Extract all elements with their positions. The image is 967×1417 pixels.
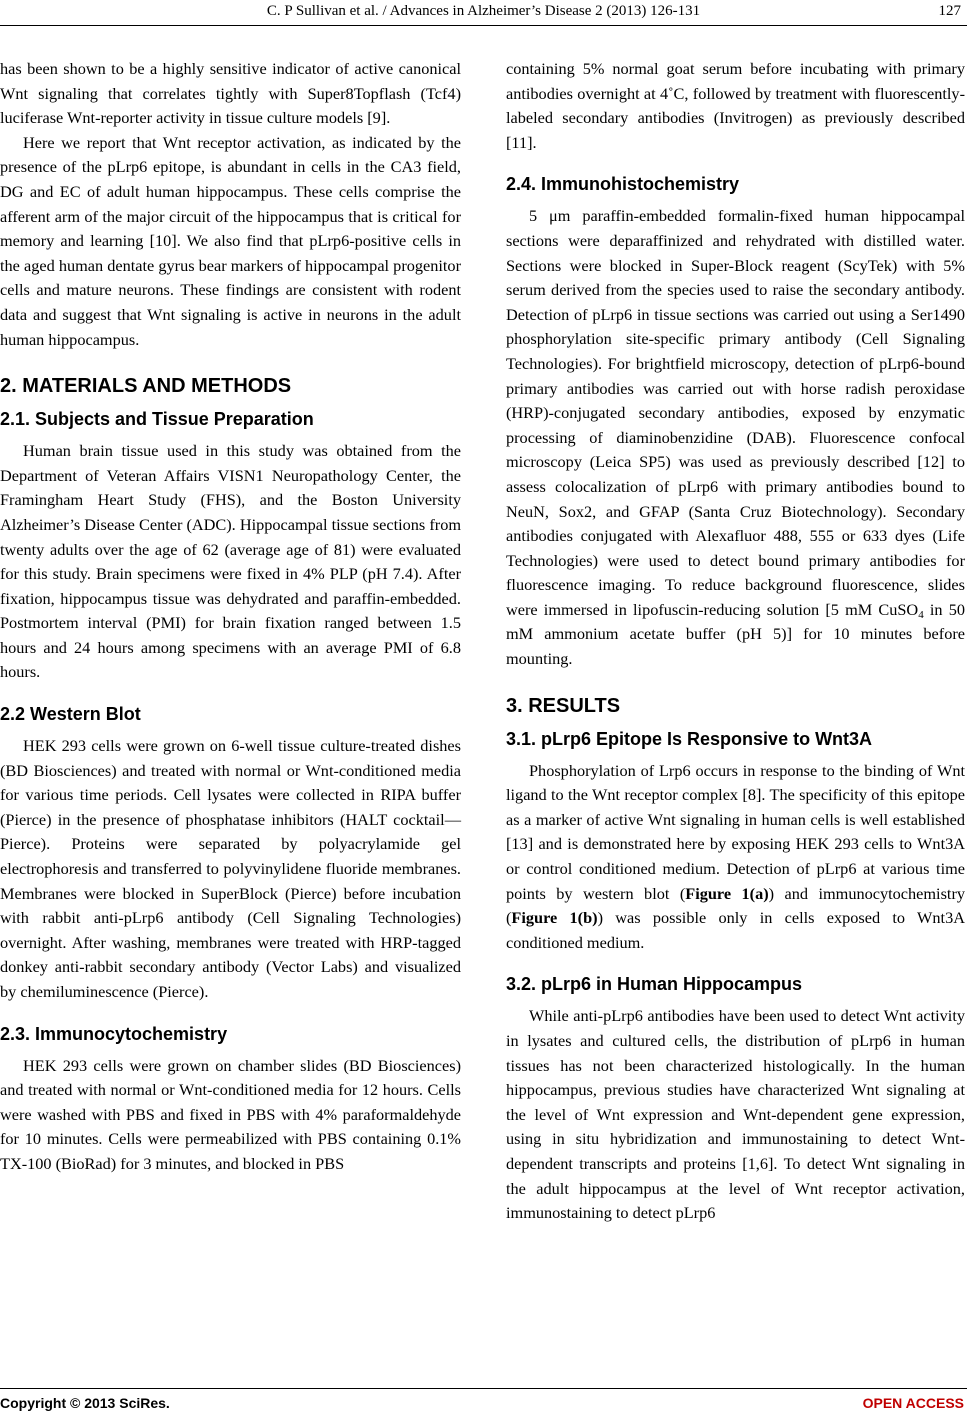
subsection-heading-2-1: 2.1. Subjects and Tissue Preparation — [0, 409, 314, 430]
page-footer — [0, 1395, 967, 1415]
left-column — [0, 57, 461, 1177]
subsection-heading-3-2: 3.2. pLrp6 in Human Hippocampus — [506, 974, 803, 995]
subsection-heading-3-1: 3.1. pLrp6 Epitope Is Responsive to Wnt3A — [506, 728, 873, 749]
footer-divider — [0, 1388, 967, 1389]
figure-1b-reference[interactable]: Figure 1(b) — [511, 908, 598, 928]
intro-report-paragraph: Here we report that Wnt receptor activation, as indicated by the presence of the pLrp6 epitope, is abundant in cells in the CA3 field, DG and EC of adult human hippocampus. These cells comprise the afferent arm of the major circuit of the hippocampus that is critical for memory and learning [10]. We also find that pLrp6-positive cells in the aged human dentate gyrus bear markers of hippocampal progenitor cells and mature neurons. These findings are consistent with rodent data and suggest that Wnt signaling is active in neurons in the adult human hippocampus. — [0, 132, 461, 349]
figure-1a-reference[interactable]: Figure 1(a) — [685, 883, 769, 903]
immunocytochemistry-paragraph: HEK 293 cells were grown on chamber slides (BD Biosciences) and treated with normal or Wnt-conditioned media for 12 hours. Cells were washed with PBS and fixed in PBS with 4% paraformaldehyde for 10 minutes. Cells were permeabilized with PBS containing 0.1% TX-100 (BioRad) for 3 minutes, and blocked in PBS — [0, 1055, 461, 1173]
immunohistochemistry-text-b: in 50 mM ammonium acetate buffer (pH 5)] for 10 minutes before mounting. — [506, 599, 965, 669]
right-column — [506, 57, 965, 1226]
subsection-heading-2-3: 2.3. Immunocytochemistry — [0, 1023, 228, 1044]
subsection-heading-2-2: 2.2 Western Blot — [0, 704, 141, 725]
subsection-heading-2-4: 2.4. Immunohistochemistry — [506, 174, 740, 195]
subjects-paragraph: Human brain tissue used in this study was obtained from the Department of Veteran Affairs VISN1 Neuropathology Center, the Framingham Heart Study (FHS), and the Boston University Alzheimer’s Disease Center (ADC). Hippocampal tissue sections from twenty adults over the age of 62 (average age of 81) were evaluated for this study. Brain specimens were fixed in 4% PLP (pH 7.4). After fixation, hippocampus tissue was dehydrated and paraffin-embedded. Postmortem interval (PMI) for brain fixation ranged between 1.5 hours and 24 hours among specimens with an average PMI of 6.8 hours. — [0, 441, 461, 682]
running-title: C. P Sullivan et al. / Advances in Alzheimer’s Disease 2 (2013) 126-131 — [266, 3, 701, 19]
page-number: 127 — [938, 3, 961, 19]
copyright-notice: Copyright © 2013 SciRes. — [0, 1395, 170, 1411]
immunocytochemistry-continuation-paragraph: containing 5% normal goat serum before incubating with primary antibodies overnight at 4˚C, followed by treatment with fluorescently-labeled secondary antibodies (Invitrogen) as previously described [11]. — [506, 59, 965, 152]
intro-continuation-paragraph: has been shown to be a highly sensitive indicator of active canonical Wnt signaling that correlates tightly with Super8Topflash (Tcf4) luciferase Wnt-reporter activity in tissue culture models [9]. — [0, 59, 461, 128]
wnt3a-text-c: ) was possible only in cells exposed to Wnt3A conditioned medium. — [506, 908, 965, 952]
running-header — [0, 3, 967, 25]
section-heading-results: 3. RESULTS — [506, 694, 621, 717]
open-access-label: OPEN ACCESS — [862, 1395, 964, 1411]
wnt3a-text-b: ) and immunocytochemistry ( — [506, 883, 966, 928]
wnt3a-paragraph — [506, 759, 965, 956]
immunohistochemistry-text-a: 5 μm paraffin-embedded formalin-fixed human hippocampal sections were deparaffinized and rehydrated with distilled water. Sections were blocked in Super-Block reagent (ScyTek) with 5% serum derived from the species used to raise the secondary antibody. Detection of pLrp6 in tissue sections was carried out using a Ser1490 phosphorylation site-specific primary antibody (Cell Signaling Technologies). For brightfield microscopy, detection of pLrp6-bound primary antibodies was carried out with horse radish peroxidase (HRP)-conjugated secondary antibodies, exposed by enzymatic processing of diaminobenzidine (DAB). Fluorescence confocal microscopy (Leica SP5) was used as previously described [12] to assess colocalization of pLrp6 with primary antibodies bound to NeuN, Sox2, and GFAP (Santa Cruz Biotechnology). Secondary antibodies conjugated with Alexafluor 488, 555 or 633 dyes (Life Technologies) were used to detect bound primary antibodies for fluorescence imaging. To reduce background fluorescence, slides were immersed in lipofuscin-reducing solution [5 mM CuSO — [506, 206, 965, 619]
section-heading-methods: 2. MATERIALS AND METHODS — [0, 375, 292, 398]
immunohistochemistry-paragraph — [506, 204, 965, 671]
western-blot-paragraph: HEK 293 cells were grown on 6-well tissue culture-treated dishes (BD Biosciences) and treated with normal or Wnt-conditioned media for various time periods. Cell lysates were collected in RIPA buffer (Pierce) in the presence of phosphatase inhibitors (HALT cocktail—Pierce). Proteins were separated by polyacrylamide gel electrophoresis and transferred to polyvinylidene fluoride membranes. Membranes were blocked in SuperBlock (Pierce) before incubation with rabbit anti-pLrp6 antibody (Cell Signaling Technologies) overnight. After washing, membranes were treated with HRP-tagged donkey anti-rabbit secondary antibody (Vector Labs) and visualized by chemiluminescence (Pierce). — [0, 736, 461, 1001]
cuso4-subscript: 4 — [918, 608, 924, 621]
wnt3a-text-a: Phosphorylation of Lrp6 occurs in response to the binding of Wnt ligand to the Wnt receptor complex [8]. The specificity of this epitope as a marker of active Wnt signaling in human cells is well established [13] and is demonstrated here by exposing HEK 293 cells to Wnt3A or control conditioned medium. Detection of pLrp6 at various time points by western blot ( — [506, 760, 965, 903]
hippocampus-paragraph: While anti-pLrp6 antibodies have been used to detect Wnt activity in lysates and cultured cells, the distribution of pLrp6 in human tissues has not been characterized histologically. In the human hippocampus, previous studies have characterized Wnt signaling at the level of Wnt expression and Wnt-dependent gene expression, using in situ hybridization and immunostaining to detect Wnt-dependent transcripts and proteins [1,6]. To detect Wnt signaling in the adult hippocampus at the level of Wnt receptor activation, immunostaining to detect pLrp6 — [506, 1006, 965, 1223]
header-divider — [0, 25, 967, 26]
